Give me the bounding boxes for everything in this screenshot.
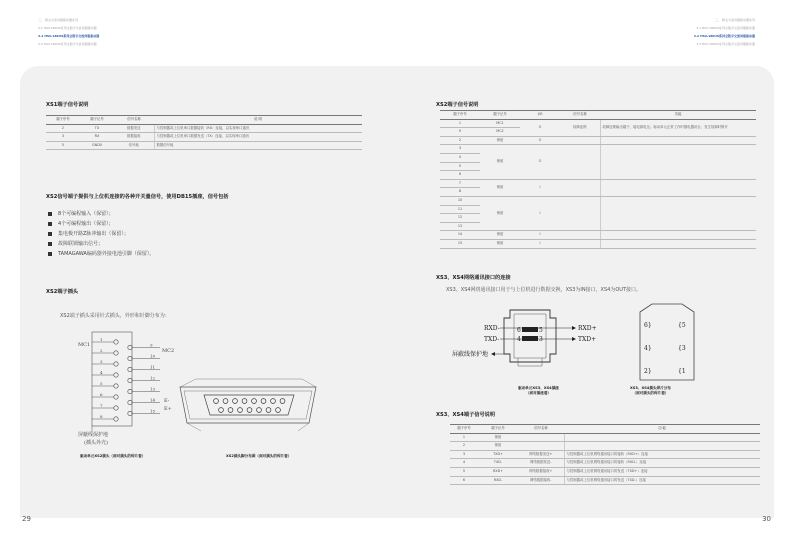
cell xyxy=(600,179,756,196)
cell: 8 xyxy=(440,188,480,197)
cell: 数据发送 xyxy=(114,124,154,133)
cell: 6 xyxy=(440,171,480,180)
arrow-right-icon xyxy=(572,326,576,330)
col-header: I/O xyxy=(520,111,560,120)
cell: 保留 xyxy=(480,136,520,145)
cell: I xyxy=(520,196,560,230)
mc2-label: MC2 xyxy=(162,348,175,354)
cell: 11 xyxy=(440,205,480,214)
col-header: 说 明 xyxy=(154,116,362,125)
table-row xyxy=(450,442,760,451)
col-header: 端子序号 xyxy=(440,111,480,120)
cell: RXD+ xyxy=(478,467,518,476)
bullet-item: 8个可编程输入（保留）； xyxy=(48,210,114,217)
cell: 保留 xyxy=(480,239,520,248)
jack-pin-3: 3 xyxy=(539,336,543,343)
solder-pin: 4} xyxy=(644,345,652,352)
cell xyxy=(600,196,756,230)
pin-number: 15 xyxy=(150,408,156,414)
plug-bottom-edge xyxy=(187,423,201,431)
shield-label: 屏蔽线保护地 xyxy=(78,432,109,438)
db15-pin xyxy=(214,399,219,404)
table-row xyxy=(440,239,756,248)
cell: 15 xyxy=(440,239,480,248)
cell xyxy=(518,442,564,451)
cell: RXD- xyxy=(478,476,518,485)
cell: 2 xyxy=(46,124,80,133)
col-header: 信号名称 xyxy=(518,425,564,434)
pin-number: 9 xyxy=(150,342,153,348)
bullet-item: TAMAGAWA编码器外接电池引脚（保留）。 xyxy=(48,250,154,257)
xs3-caption-right: XS3、XS4插头焊片分布 （面对插头的焊片看） xyxy=(630,386,671,395)
cell: 7 xyxy=(440,179,480,188)
cell: 1 xyxy=(440,119,480,128)
header-line: 3.1 HSV-180US系列全数字交流伺服驱动器 xyxy=(38,26,97,30)
db15-pin xyxy=(276,408,281,413)
cell: O xyxy=(520,145,560,179)
db15-pin xyxy=(271,399,276,404)
cell: O xyxy=(520,136,560,145)
cell: 5 xyxy=(450,467,478,476)
rxd-plus-label: RXD+ xyxy=(578,325,597,332)
cell: TX xyxy=(80,124,114,133)
cell: O xyxy=(520,119,560,136)
col-header: 功 能 xyxy=(564,425,760,434)
pin-circle xyxy=(114,351,118,355)
cell: 故障连锁 xyxy=(560,119,600,136)
cell: 与控制器或上位机网络通讯接口的发送（TXD+）连接 xyxy=(564,467,760,476)
cell: 与控制器或上位机网络通讯接口的发送（TXD-）连接 xyxy=(564,476,760,485)
cell: MC2 xyxy=(480,128,520,137)
header-line: 三、 相关交流伺服驱动器系列 xyxy=(715,18,755,22)
cell: 5 xyxy=(440,162,480,171)
cell: 网络数据发送+ xyxy=(518,450,564,459)
cell xyxy=(560,136,600,145)
pin-number: 7 xyxy=(100,403,103,408)
col-header: 端子记号 xyxy=(478,425,518,434)
xs3-desc: XS3、XS4网络通讯接口用于与上位机进行数据交换，XS3为IN接口，XS4为OUT接口。 xyxy=(446,287,641,293)
cell: 保留 xyxy=(480,179,520,196)
cell: 9 xyxy=(440,128,480,137)
pin-circle xyxy=(114,340,118,344)
running-header-right xyxy=(694,16,755,48)
bullet-item: 集电极开路Z脉冲输出（保留）； xyxy=(48,230,129,237)
cell xyxy=(564,433,760,442)
header-line: 3.1 HSV-180US系列全数字交流伺服驱动器 xyxy=(696,26,755,30)
db15-pin xyxy=(257,408,262,413)
db15-plug-drawing xyxy=(176,375,321,445)
xs2-caption-left: 驱动单元XS2插头（面对插头的焊片看） xyxy=(80,454,146,458)
table-row xyxy=(450,459,760,468)
e-minus-label: E- xyxy=(164,398,170,404)
table-row xyxy=(450,476,760,485)
table-row xyxy=(450,450,760,459)
rxd-minus-label: RXD- xyxy=(484,325,500,332)
pin-number: 5 xyxy=(100,381,103,386)
xs3-jack-drawing xyxy=(448,300,608,380)
solder-pin: 2} xyxy=(644,368,652,375)
table-row xyxy=(46,133,362,142)
cell xyxy=(560,145,600,179)
cell: 保留 xyxy=(480,145,520,179)
xs2-signal-title: XS2端子信号说明 xyxy=(436,102,479,108)
plug-bottom-edge xyxy=(298,423,309,431)
bullet-item: 故障联锁输出信号； xyxy=(48,240,103,247)
xs3-shield-label: 屏蔽线保护地 xyxy=(452,351,489,358)
col-header: 信号名称 xyxy=(560,111,600,120)
pin-circle xyxy=(114,373,118,377)
cell: 数据信号地 xyxy=(154,141,362,150)
pin-circle xyxy=(114,395,118,399)
mc1-label: MC1 xyxy=(78,342,91,348)
cell: 2 xyxy=(440,136,480,145)
col-header: 端子记号 xyxy=(80,116,114,125)
table-row xyxy=(450,467,760,476)
xs34-signal-title: XS3、XS4端子信号说明 xyxy=(436,412,496,418)
solder-pin: {3 xyxy=(678,345,686,352)
jack-pin-4: 4 xyxy=(517,336,521,343)
plug-top-edge xyxy=(180,379,316,387)
pin-column-right xyxy=(128,343,160,416)
pin-number: 1 xyxy=(100,337,103,342)
cell: I xyxy=(520,239,560,248)
cell: 保留 xyxy=(480,231,520,240)
col-header: 功能 xyxy=(600,111,756,120)
cell xyxy=(560,239,600,248)
cell xyxy=(600,239,756,248)
cell: I xyxy=(520,231,560,240)
col-header: 端子记号 xyxy=(480,111,520,120)
jack-pin-6: 6 xyxy=(517,327,521,334)
header-line: 3.3 HSV-160US系列全数字交流伺服驱动器 xyxy=(38,42,97,46)
pin-number: 3 xyxy=(100,359,103,364)
cell: 14 xyxy=(440,231,480,240)
pin-circle xyxy=(128,367,132,371)
cell xyxy=(518,433,564,442)
arrow-right-icon xyxy=(572,337,576,341)
cell: 故障连锁输出端子，接电源电压。驱动单元正常工作时继电器闭合，发生故障时断开 xyxy=(600,119,756,136)
cell: 网络数据发送- xyxy=(518,459,564,468)
cell: 网络数据接收+ xyxy=(518,467,564,476)
pin-circle xyxy=(128,378,132,382)
db15-pin xyxy=(223,399,228,404)
xs1-table xyxy=(46,115,362,150)
cell xyxy=(600,136,756,145)
pin-number: 2 xyxy=(100,348,103,353)
pin-number: 11 xyxy=(150,364,156,370)
cell: 3 xyxy=(450,450,478,459)
xs2-intro-title: XS2信号端子提供与上位机连接的各种开关量信号，使用DB15插座，信号包括 xyxy=(46,194,229,200)
db15-pins xyxy=(214,399,285,413)
cell: 网络数据接收- xyxy=(518,476,564,485)
xs2-signal-table xyxy=(440,110,756,249)
txd-plus-label: TXD+ xyxy=(578,336,597,343)
connector-outline xyxy=(92,332,132,426)
table-row xyxy=(46,141,362,150)
pin-circle xyxy=(128,345,132,349)
db15-pin xyxy=(238,408,243,413)
table-row xyxy=(450,433,760,442)
page-number-left: 29 xyxy=(22,515,31,523)
cell: RX xyxy=(80,133,114,142)
cell xyxy=(600,231,756,240)
col-header: 端子序号 xyxy=(450,425,478,434)
cell: 10 xyxy=(440,196,480,205)
db15-pin xyxy=(233,399,238,404)
header-line: 三、 相关交流伺服驱动器系列 xyxy=(38,18,78,22)
solder-pin: 6} xyxy=(644,322,652,329)
cell: GND0 xyxy=(80,141,114,150)
pin-number: 4 xyxy=(100,370,103,375)
solder-pin: {5 xyxy=(678,322,686,329)
pin-number: 8 xyxy=(100,414,103,419)
cell: 12 xyxy=(440,214,480,223)
shield-label-2: (插头外壳) xyxy=(84,440,108,446)
pin-number: 13 xyxy=(150,386,156,392)
xs34-signal-table xyxy=(450,424,760,485)
db15-pin xyxy=(261,399,266,404)
table-row xyxy=(440,231,756,240)
xs2-plug-title: XS2端子插头 xyxy=(46,289,79,295)
jack-pin-block xyxy=(522,327,538,332)
xs2-pin-schematic xyxy=(70,330,190,448)
cell: I xyxy=(520,179,560,196)
header-line-current: 3.2 HSV-180US系列全数字交流伺服驱动器 xyxy=(38,34,100,38)
cell: TXD- xyxy=(478,459,518,468)
table-row xyxy=(440,196,756,205)
xs2-caption-right: XS2插头脚分布图（面对插头的焊片看） xyxy=(226,454,292,458)
table-row xyxy=(440,119,756,128)
cell: 3 xyxy=(440,145,480,154)
cell xyxy=(564,442,760,451)
xs3-title: XS3、XS4网络通讯接口的连接 xyxy=(436,275,511,281)
db15-pin xyxy=(247,408,252,413)
xs2-plug-desc: XS2端子插头采用针式插头，外形和针脚分布为： xyxy=(60,313,170,319)
col-header: 端子序号 xyxy=(46,116,80,125)
pin-circle xyxy=(128,411,132,415)
db15-pin xyxy=(280,399,285,404)
cell: 数据接收 xyxy=(114,133,154,142)
header-line-current: 3.2 HSV-180US系列全数字交流伺服驱动器 xyxy=(693,34,755,38)
db15-pin xyxy=(252,399,257,404)
cell: 保留 xyxy=(480,196,520,230)
cell xyxy=(560,231,600,240)
pin-number: 6 xyxy=(100,392,103,397)
pin-circle xyxy=(128,389,132,393)
db15-pin xyxy=(219,408,224,413)
table-row xyxy=(440,179,756,188)
txd-minus-label: TXD- xyxy=(484,336,500,343)
pin-column-left xyxy=(92,337,118,421)
cell: 4 xyxy=(450,459,478,468)
cell: TXD+ xyxy=(478,450,518,459)
pin-circle xyxy=(114,384,118,388)
arrow-left-icon xyxy=(491,352,495,356)
pin-number: 12 xyxy=(150,375,156,381)
table-row xyxy=(440,136,756,145)
cell: 与控制器或上位机串口数据接收（RX）连接，以实现串口通讯 xyxy=(154,124,362,133)
cell: 6 xyxy=(450,476,478,485)
cell xyxy=(600,145,756,179)
cell: 1 xyxy=(450,433,478,442)
db15-pin xyxy=(228,408,233,413)
cell: 2 xyxy=(450,442,478,451)
pin-circle xyxy=(128,400,132,404)
cell: 与控制器或上位机串口数据发送（TX）连接，以实现串口通讯 xyxy=(154,133,362,142)
cell: 保留 xyxy=(478,433,518,442)
plug-shell-outer xyxy=(180,387,316,423)
cell: 5 xyxy=(46,141,80,150)
db15-pin xyxy=(242,399,247,404)
cell xyxy=(560,196,600,230)
cell: 与控制器或上位机网络通讯接口的接收（RXD-）连接 xyxy=(564,459,760,468)
page-number-right: 30 xyxy=(762,515,771,523)
cell: 与控制器或上位机网络通讯接口的接收（RXD+）连接 xyxy=(564,450,760,459)
bullet-item: 4个可编程输出（保留）； xyxy=(48,220,114,227)
xs1-title: XS1端子信号说明 xyxy=(46,102,89,108)
header-line: 3.3 HSV-160US系列全数字交流伺服驱动器 xyxy=(696,42,755,46)
cell: 信号地 xyxy=(114,141,154,150)
jack-pin-5: 5 xyxy=(539,327,543,334)
xs3-caption-left: 驱动单元XS3、XS4插座 （面对插座看） xyxy=(518,386,559,395)
db15-pin xyxy=(266,408,271,413)
table-row xyxy=(46,124,362,133)
cell xyxy=(560,179,600,196)
cell: MC1 xyxy=(480,119,520,128)
solder-pin: {1 xyxy=(678,368,686,375)
running-header-left xyxy=(38,16,99,48)
jack-pin-block xyxy=(522,336,538,341)
col-header: 信号名称 xyxy=(114,116,154,125)
cell: 3 xyxy=(46,133,80,142)
xs3-plug-pattern xyxy=(632,302,702,382)
pin-number: 14 xyxy=(150,397,156,403)
pin-circle xyxy=(128,356,132,360)
pin-circle xyxy=(114,417,118,421)
cell: 13 xyxy=(440,222,480,231)
pin-circle xyxy=(114,362,118,366)
table-row xyxy=(440,145,756,154)
pin-circle xyxy=(114,406,118,410)
e-plus-label: E+ xyxy=(164,406,172,412)
cell: 4 xyxy=(440,153,480,162)
cell: 保留 xyxy=(478,442,518,451)
pin-number: 10 xyxy=(150,353,156,359)
